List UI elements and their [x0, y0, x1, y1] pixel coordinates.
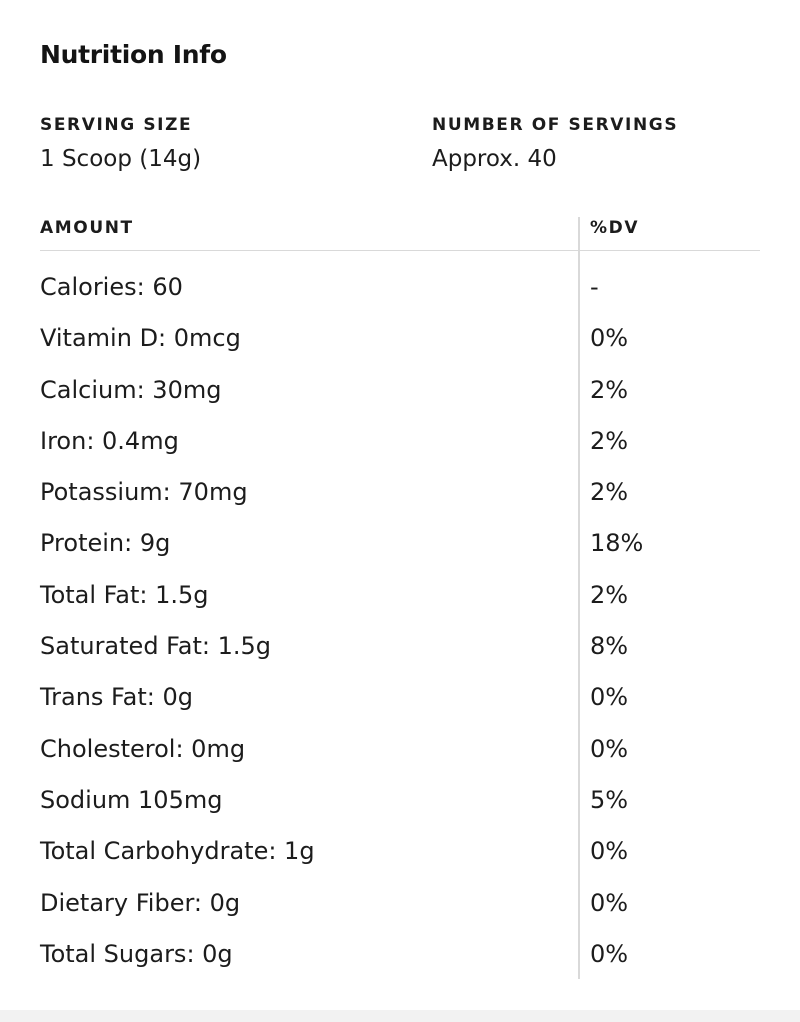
nutrient-amount: Potassium: 70mg	[40, 478, 248, 507]
nutrient-dv: 0%	[590, 324, 629, 353]
nutrient-amount: Vitamin D: 0mcg	[40, 324, 241, 353]
table-row	[40, 727, 760, 778]
table-row	[40, 881, 760, 932]
table-row	[40, 829, 760, 880]
nutrient-amount: Cholesterol: 0mg	[40, 734, 246, 763]
serving-size-value: 1 Scoop (14g)	[40, 146, 202, 172]
nutrient-dv: 0%	[590, 939, 629, 968]
table-row	[40, 675, 760, 726]
nutrient-amount: Calories: 60	[40, 273, 183, 301]
nutrient-dv: 2%	[590, 580, 629, 609]
nutrient-dv: 0%	[590, 837, 629, 866]
table-header	[40, 212, 760, 251]
amount-header: AMOUNT	[40, 218, 134, 238]
number-of-servings-label: NUMBER OF SERVINGS	[432, 115, 679, 135]
table-row	[40, 573, 760, 624]
table-row	[40, 316, 760, 367]
nutrient-dv: 2%	[590, 478, 629, 507]
table-row	[40, 932, 760, 983]
nutrient-amount: Iron: 0.4mg	[40, 426, 179, 455]
nutrient-amount: Total Carbohydrate: 1g	[40, 837, 315, 866]
nutrient-amount: Total Sugars: 0g	[40, 939, 233, 968]
nutrient-amount: Dietary Fiber: 0g	[40, 888, 241, 917]
nutrient-amount: Calcium: 30mg	[40, 375, 222, 404]
number-of-servings-value: Approx. 40	[432, 146, 557, 172]
nutrient-dv: -	[590, 273, 599, 301]
nutrient-dv: 0%	[590, 734, 629, 763]
nutrient-dv: 0%	[590, 683, 629, 712]
nutrient-amount: Sodium 105mg	[40, 785, 223, 814]
nutrient-amount: Protein: 9g	[40, 529, 171, 558]
dv-header: %DV	[590, 218, 640, 238]
nutrient-amount: Saturated Fat: 1.5g	[40, 632, 272, 661]
nutrient-dv: 2%	[590, 426, 629, 455]
table-row	[40, 265, 760, 316]
table-row	[40, 419, 760, 470]
nutrient-dv: 2%	[590, 375, 629, 404]
page-title: Nutrition Info	[40, 40, 227, 69]
nutrient-dv: 5%	[590, 785, 629, 814]
nutrient-amount: Trans Fat: 0g	[40, 683, 193, 712]
serving-size-label: SERVING SIZE	[40, 115, 193, 135]
table-row	[40, 521, 760, 572]
nutrient-dv: 8%	[590, 632, 629, 661]
footer-band	[0, 1010, 800, 1022]
nutrition-table	[40, 212, 760, 983]
table-row	[40, 624, 760, 675]
table-row	[40, 778, 760, 829]
table-row	[40, 368, 760, 419]
nutrient-dv: 0%	[590, 888, 629, 917]
table-body	[40, 251, 760, 983]
table-row	[40, 470, 760, 521]
nutrient-dv: 18%	[590, 529, 644, 558]
nutrient-amount: Total Fat: 1.5g	[40, 580, 209, 609]
